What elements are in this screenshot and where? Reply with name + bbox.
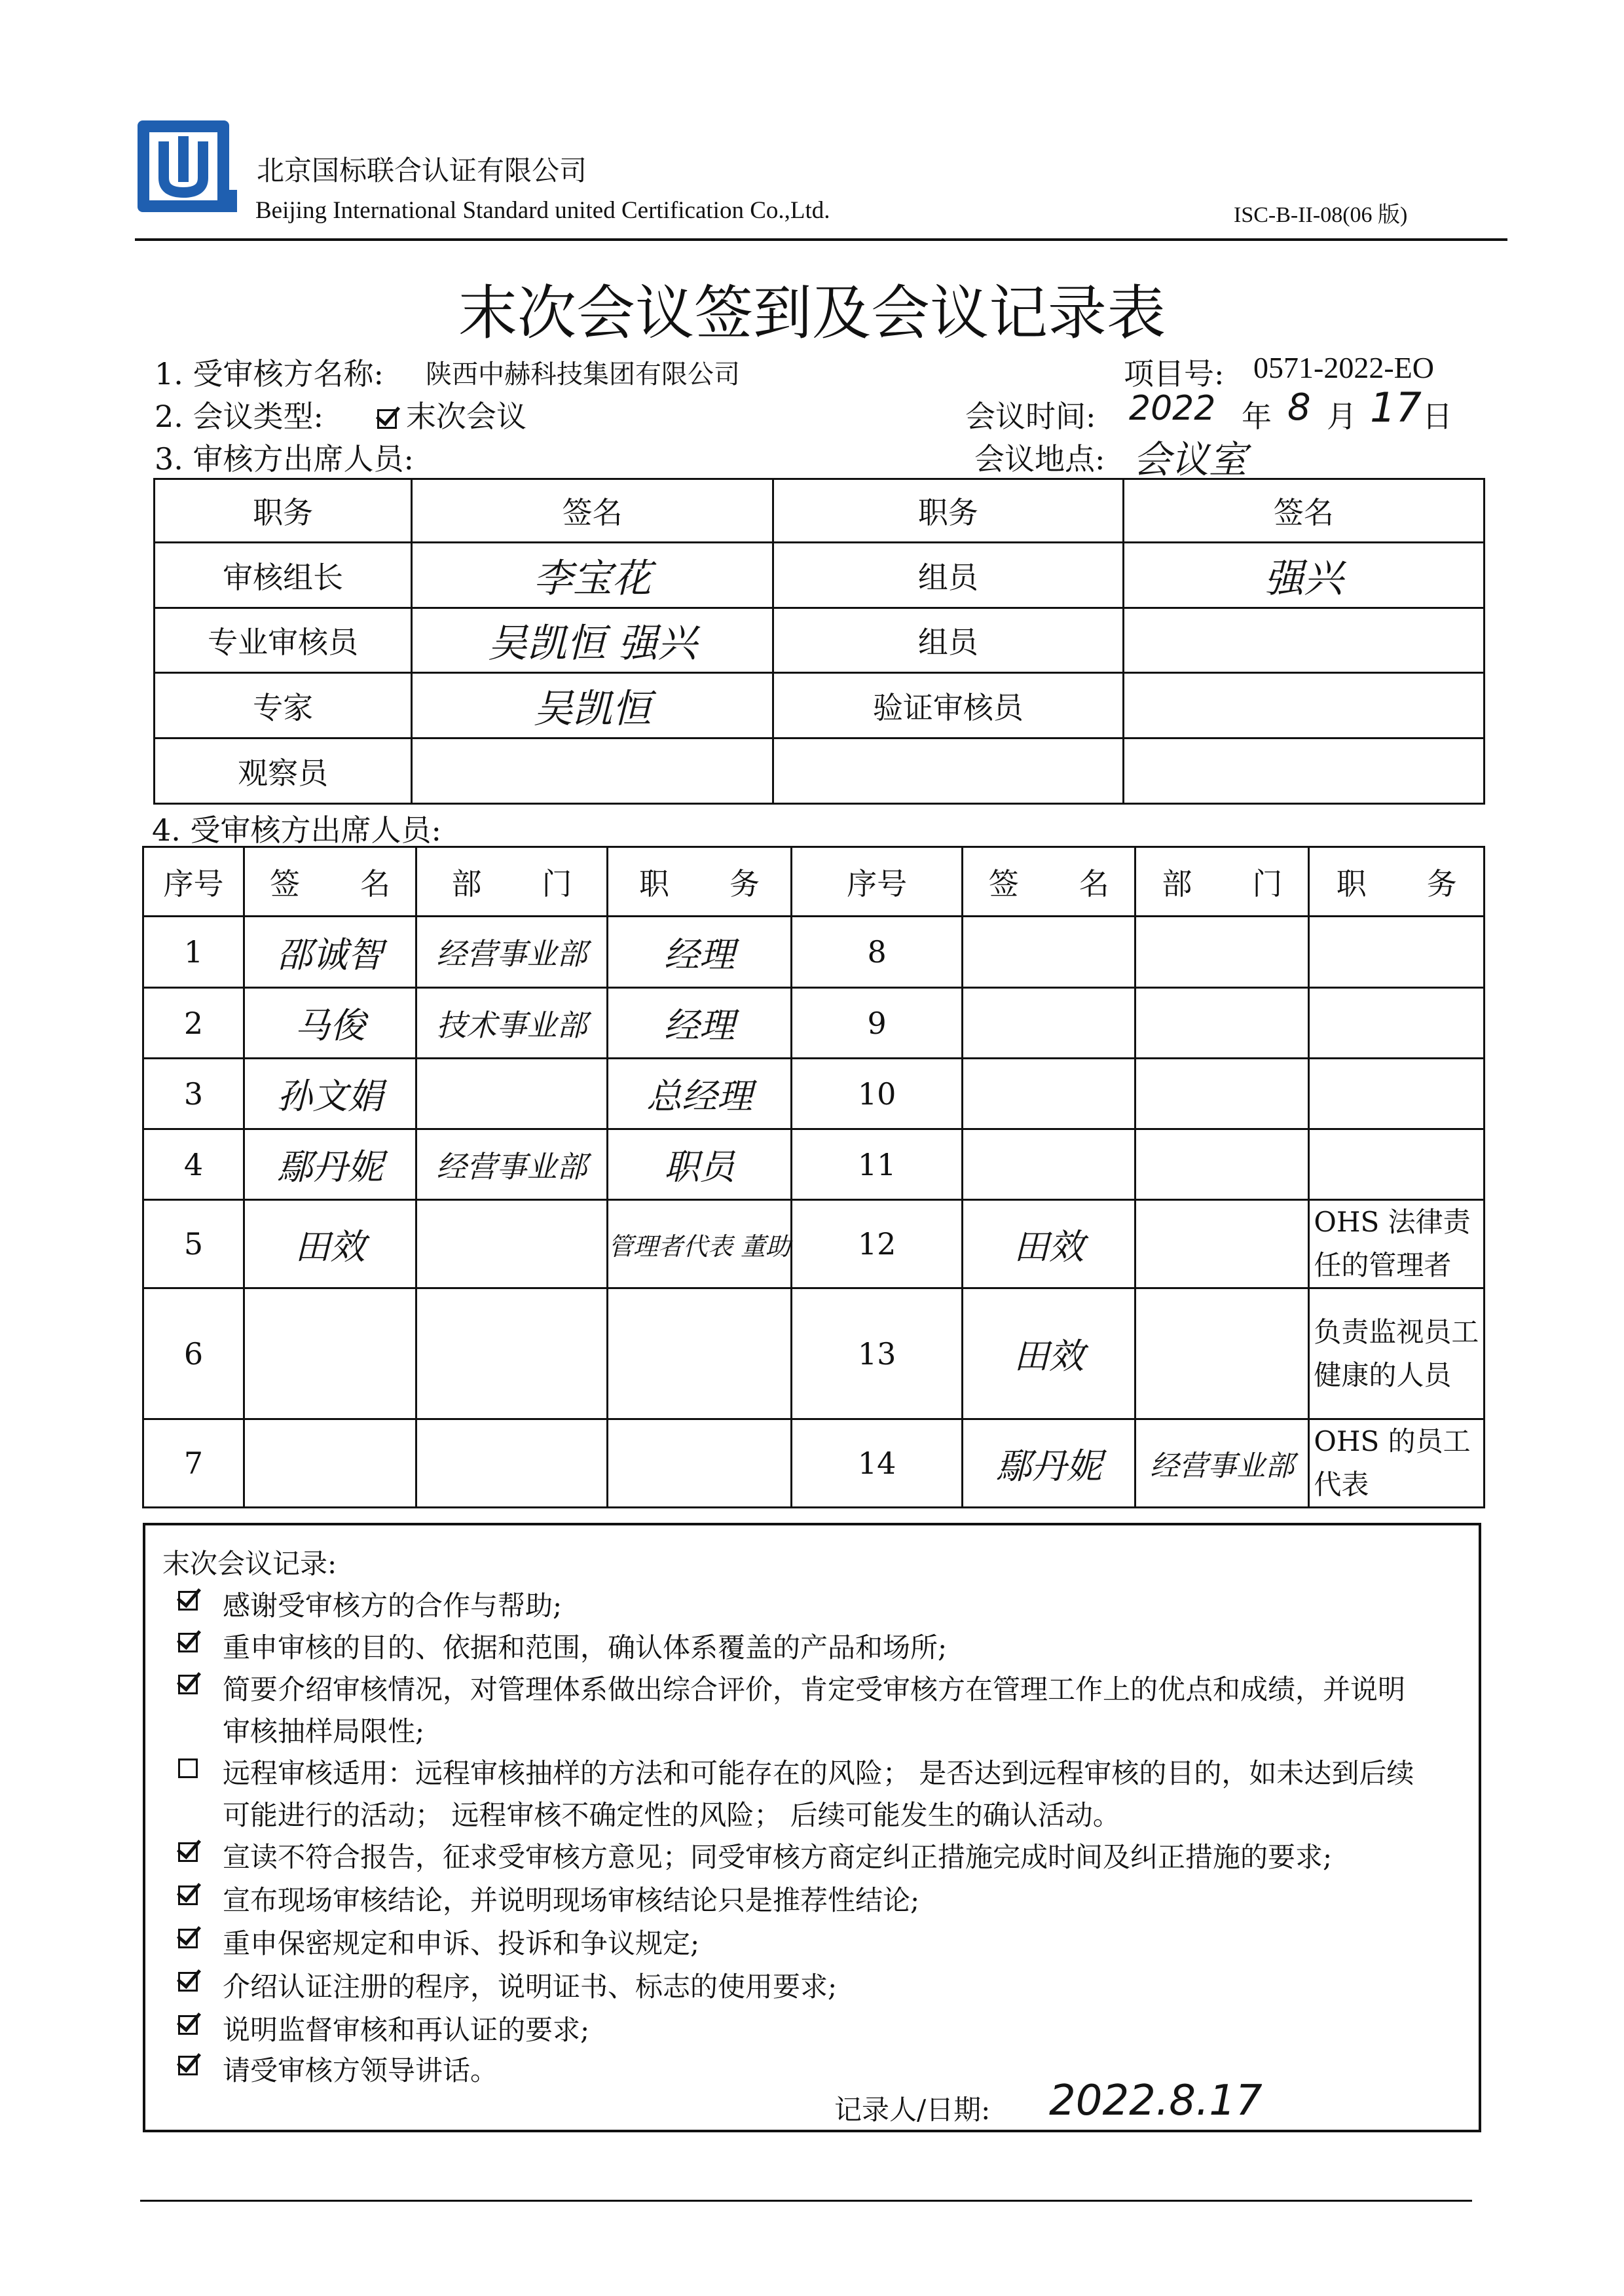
- meeting-location-value: 会议室: [1133, 437, 1247, 482]
- project-number-label: 项目号:: [1124, 356, 1225, 392]
- auditee-attendance-table: [142, 846, 1485, 1508]
- auditee-row: [143, 917, 1485, 988]
- attendee-position[interactable]: 经理: [607, 917, 791, 988]
- meeting-day: 17: [1370, 384, 1422, 431]
- day-unit: 日: [1422, 399, 1452, 434]
- header-signature: 签 名: [963, 847, 1135, 917]
- header-department: 部 门: [1135, 847, 1309, 917]
- auditor-attendees-label: 3. 审核方出席人员:: [155, 441, 415, 477]
- record-item-line: [223, 2009, 589, 2048]
- auditee-row: [143, 1059, 1485, 1129]
- row-number: 1: [143, 917, 244, 988]
- month-unit: 月: [1327, 399, 1357, 434]
- record-item-line: [223, 1584, 562, 1624]
- record-item-checkbox[interactable]: [178, 1972, 198, 1992]
- attendee-position[interactable]: 负责监视员工健康的人员: [1309, 1288, 1485, 1419]
- attendee-position[interactable]: [1309, 917, 1485, 988]
- auditor-table-header: [155, 479, 1485, 543]
- row-number: 10: [792, 1059, 963, 1129]
- attendee-department[interactable]: [1135, 1288, 1309, 1419]
- footer-divider: [140, 2200, 1472, 2202]
- attendee-signature[interactable]: [963, 988, 1135, 1059]
- record-item-checkbox[interactable]: [178, 1591, 198, 1611]
- attendee-signature[interactable]: 邵诚智: [244, 917, 416, 988]
- header-signature: 签 名: [244, 847, 416, 917]
- meeting-type-value: 末次会议: [406, 399, 526, 434]
- attendee-signature[interactable]: 鄢丹妮: [963, 1419, 1135, 1508]
- auditor-signature[interactable]: 吴凯恒 强兴: [412, 608, 773, 673]
- auditor-signature[interactable]: [1123, 608, 1484, 673]
- auditee-row: [143, 988, 1485, 1059]
- header-position: 职 务: [607, 847, 791, 917]
- row-number: 2: [143, 988, 244, 1059]
- record-item-checkbox[interactable]: [178, 1633, 198, 1652]
- row-number: 6: [143, 1288, 244, 1419]
- attendee-department[interactable]: [416, 1200, 608, 1288]
- attendee-position[interactable]: [607, 1288, 791, 1419]
- attendee-department[interactable]: [1135, 1200, 1309, 1288]
- record-item-text: 宣读不符合报告，征求受审核方意见；同受审核方商定纠正措施完成时间及纠正措施的要求;: [223, 1841, 1333, 1873]
- header-number: 序号: [143, 847, 244, 917]
- record-item-checkbox[interactable]: [178, 2015, 198, 2035]
- attendee-signature[interactable]: [244, 1419, 416, 1508]
- attendee-position[interactable]: [607, 1419, 791, 1508]
- row-number: 12: [792, 1200, 963, 1288]
- auditor-row: [155, 608, 1485, 673]
- header-role: 职务: [773, 479, 1123, 543]
- record-item-text: 感谢受审核方的合作与帮助;: [223, 1590, 563, 1622]
- header-signature: 签名: [1123, 479, 1484, 543]
- record-item-text: 介绍认证注册的程序，说明证书、标志的使用要求;: [223, 1971, 838, 2003]
- attendee-signature[interactable]: [244, 1288, 416, 1419]
- row-number: 14: [792, 1419, 963, 1508]
- auditor-role: 审核组长: [155, 543, 412, 608]
- auditee-attendees-label: 4. 受审核方出席人员:: [152, 812, 442, 848]
- auditor-role: [773, 738, 1123, 804]
- auditor-row: [155, 673, 1485, 738]
- record-item-checkbox[interactable]: [178, 1929, 198, 1948]
- record-item-line: [223, 1710, 424, 1749]
- record-item-line: [223, 1922, 699, 1961]
- auditor-role: 验证审核员: [773, 673, 1123, 738]
- header-divider: [135, 238, 1507, 241]
- record-item-line: [223, 1879, 919, 1918]
- row-number: 4: [143, 1129, 244, 1200]
- page-title: 末次会议签到及会议记录表: [458, 279, 1166, 348]
- record-item-text: 重申保密规定和申诉、投诉和争议规定;: [223, 1927, 700, 1959]
- record-item-text: 请受审核方领导讲话。: [223, 2054, 498, 2086]
- attendee-department[interactable]: [1135, 917, 1309, 988]
- row-number: 3: [143, 1059, 244, 1129]
- attendee-position[interactable]: 经理: [607, 988, 791, 1059]
- attendee-signature[interactable]: [963, 917, 1135, 988]
- attendee-position[interactable]: [1309, 1059, 1485, 1129]
- attendee-department[interactable]: [1135, 1059, 1309, 1129]
- record-item-line: [223, 1965, 837, 2005]
- row-number: 13: [792, 1288, 963, 1419]
- attendee-position[interactable]: [1309, 1129, 1485, 1200]
- meeting-record-title: 末次会议记录:: [162, 1548, 337, 1580]
- year-unit: 年: [1242, 399, 1272, 434]
- auditor-signature[interactable]: 强兴: [1123, 543, 1484, 608]
- attendee-position[interactable]: OHS 法律责任的管理者: [1309, 1200, 1485, 1288]
- company-name-cn: 北京国标联合认证有限公司: [257, 155, 587, 187]
- attendee-position[interactable]: [1309, 988, 1485, 1059]
- auditor-signature[interactable]: [412, 738, 773, 804]
- header-position: 职 务: [1309, 847, 1485, 917]
- attendee-signature[interactable]: [963, 1059, 1135, 1129]
- auditor-role: 专家: [155, 673, 412, 738]
- recorder-date[interactable]: 2022.8.17: [1049, 2077, 1263, 2125]
- auditor-role: 组员: [773, 608, 1123, 673]
- record-item-checkbox[interactable]: [178, 1675, 198, 1694]
- attendee-signature[interactable]: 田效: [963, 1200, 1135, 1288]
- auditee-table-header: [143, 847, 1485, 917]
- header-department: 部 门: [416, 847, 608, 917]
- attendee-signature[interactable]: 田效: [963, 1288, 1135, 1419]
- record-item-text: 远程审核适用：远程审核抽样的方法和可能存在的风险； 是否达到远程审核的目的，如未达到后续: [223, 1757, 1414, 1789]
- record-item-text: 重申审核的目的、依据和范围，确认体系覆盖的产品和场所;: [223, 1631, 948, 1664]
- auditor-signature[interactable]: 李宝花: [412, 543, 773, 608]
- attendee-signature[interactable]: [963, 1129, 1135, 1200]
- record-item-line: [223, 2049, 498, 2088]
- header-signature: 签名: [412, 479, 773, 543]
- record-item-checkbox[interactable]: [178, 1842, 198, 1862]
- auditee-row: [143, 1200, 1485, 1288]
- project-number-value: 0571-2022-EO: [1253, 351, 1434, 384]
- record-item-text: 可能进行的活动； 远程审核不确定性的风险； 后续可能发生的确认活动。: [223, 1799, 1120, 1831]
- row-number: 11: [792, 1129, 963, 1200]
- meeting-year: 2022: [1129, 389, 1216, 428]
- attendee-position[interactable]: 总经理: [607, 1059, 791, 1129]
- attendee-department[interactable]: [1135, 1129, 1309, 1200]
- auditor-signature[interactable]: [1123, 738, 1484, 804]
- attendee-position[interactable]: 职员: [607, 1129, 791, 1200]
- record-item-checkbox[interactable]: [178, 1886, 198, 1905]
- header-role: 职务: [155, 479, 412, 543]
- record-item-line: [223, 1752, 1414, 1791]
- meeting-type-checkbox[interactable]: [377, 409, 397, 429]
- auditor-role: 组员: [773, 543, 1123, 608]
- record-item-checkbox[interactable]: [178, 2056, 198, 2075]
- auditor-role: 观察员: [155, 738, 412, 804]
- attendee-department[interactable]: 经营事业部: [416, 1129, 608, 1200]
- attendee-department[interactable]: 经营事业部: [1135, 1419, 1309, 1508]
- attendee-department[interactable]: [1135, 988, 1309, 1059]
- attendee-position[interactable]: OHS 的员工代表: [1309, 1419, 1485, 1508]
- company-name-en: Beijing International Standard united Certification Co.,Ltd.: [255, 197, 830, 224]
- record-item-text: 审核抽样局限性;: [223, 1715, 425, 1747]
- record-item-text: 说明监督审核和再认证的要求;: [223, 2014, 590, 2046]
- recorder-label: 记录人/日期:: [834, 2094, 991, 2126]
- record-item-line: [223, 1836, 1332, 1875]
- attendee-department[interactable]: 技术事业部: [416, 988, 608, 1059]
- meeting-month: 8: [1287, 386, 1311, 429]
- form-code: ISC-B-II-08(06 版): [1234, 203, 1408, 227]
- auditor-role: 专业审核员: [155, 608, 412, 673]
- attendee-signature[interactable]: 马俊: [244, 988, 416, 1059]
- auditee-row: [143, 1419, 1485, 1508]
- record-item-text: 宣布现场审核结论，并说明现场审核结论只是推荐性结论;: [223, 1884, 920, 1916]
- attendee-department[interactable]: 经营事业部: [416, 917, 608, 988]
- auditee-row: [143, 1288, 1485, 1419]
- auditee-name-label: 1. 受审核方名称:: [155, 356, 384, 392]
- auditor-signature[interactable]: [1123, 673, 1484, 738]
- record-item-line: [223, 1794, 1120, 1833]
- attendee-signature[interactable]: 田效: [244, 1200, 416, 1288]
- attendee-department[interactable]: [416, 1419, 608, 1508]
- meeting-type-option: [377, 393, 526, 436]
- attendee-department[interactable]: [416, 1059, 608, 1129]
- company-logo: [135, 118, 240, 216]
- attendee-signature[interactable]: 孙文娟: [244, 1059, 416, 1129]
- row-number: 7: [143, 1419, 244, 1508]
- auditee-row: [143, 1129, 1485, 1200]
- meeting-type-label: 2. 会议类型:: [155, 399, 324, 434]
- auditor-row: [155, 738, 1485, 804]
- auditee-name-value: 陕西中赫科技集团有限公司: [426, 359, 740, 390]
- record-item-line: [223, 1626, 947, 1666]
- attendee-signature[interactable]: 鄢丹妮: [244, 1129, 416, 1200]
- meeting-location-label: 会议地点:: [974, 441, 1105, 477]
- auditor-attendance-table: [153, 478, 1485, 805]
- meeting-time-label: 会议时间:: [965, 399, 1096, 434]
- auditor-row: [155, 543, 1485, 608]
- record-item-line: [223, 1668, 1405, 1707]
- record-item-checkbox[interactable]: [178, 1758, 198, 1778]
- record-item-text: 简要介绍审核情况，对管理体系做出综合评价，肯定受审核方在管理工作上的优点和成绩，并说明: [223, 1673, 1406, 1705]
- attendee-department[interactable]: [416, 1288, 608, 1419]
- attendee-position[interactable]: 管理者代表 董助: [607, 1200, 791, 1288]
- row-number: 8: [792, 917, 963, 988]
- meeting-record-box: [143, 1523, 1481, 2132]
- header-number: 序号: [792, 847, 963, 917]
- row-number: 9: [792, 988, 963, 1059]
- row-number: 5: [143, 1200, 244, 1288]
- auditor-signature[interactable]: 吴凯恒: [412, 673, 773, 738]
